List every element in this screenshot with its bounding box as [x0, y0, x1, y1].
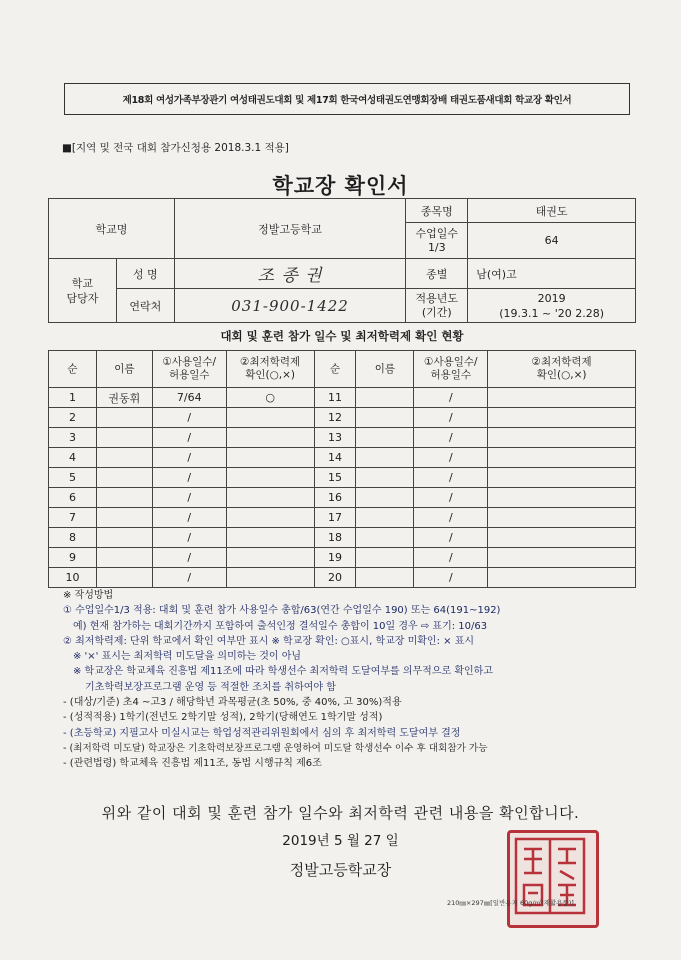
- manager-label-line2: 담당자: [66, 291, 99, 305]
- event-value: 태권도: [468, 199, 636, 223]
- stats-subtitle: 대회 및 훈련 참가 일수 및 최저학력제 확인 현황: [220, 329, 464, 343]
- stats-header-row: [49, 351, 636, 388]
- hdr-usage-line1: ①사용일수/: [162, 356, 217, 368]
- hdr-min-line2: 확인(○,×): [245, 369, 295, 381]
- hdr-usage-left: [152, 351, 226, 388]
- cell-usage: /: [152, 568, 226, 588]
- cell-no: 4: [49, 448, 97, 468]
- cell-name: 권동휘: [96, 388, 152, 408]
- hdr-no-right: 순: [314, 351, 356, 388]
- cell-no: 14: [314, 448, 356, 468]
- cell-usage: /: [414, 528, 488, 548]
- year-label-line1: 적용년도: [415, 291, 459, 305]
- cell-name: [96, 468, 152, 488]
- cell-name: [96, 488, 152, 508]
- cell-name: [96, 448, 152, 468]
- notes-heading: ※ 작성방법: [63, 590, 114, 601]
- table-row: [49, 488, 636, 508]
- event-label: 종목명: [406, 199, 468, 223]
- cell-min: [226, 508, 314, 528]
- cell-min: [226, 528, 314, 548]
- manager-label-line1: 학교: [71, 276, 94, 290]
- cell-no: 15: [314, 468, 356, 488]
- cell-usage: /: [152, 528, 226, 548]
- cell-no: 10: [49, 568, 97, 588]
- cell-min: [226, 548, 314, 568]
- cell-min: [226, 408, 314, 428]
- cell-usage: 7/64: [152, 388, 226, 408]
- detail-3: - (초등학교) 지필고사 미실시교는 학업성적관리위원회에서 심의 후 최저학력 도달여부 결정: [63, 727, 461, 739]
- hdr-min-line1: ②최저학력제: [240, 356, 301, 368]
- cell-min: [488, 468, 636, 488]
- cell-usage: /: [414, 468, 488, 488]
- cell-name: [356, 448, 414, 468]
- cell-no: 5: [49, 468, 97, 488]
- school-value: 정발고등학교: [174, 199, 406, 259]
- table-row: [49, 508, 636, 528]
- cell-min: [488, 548, 636, 568]
- cell-usage: /: [152, 488, 226, 508]
- cell-name: [356, 548, 414, 568]
- cell-name: [356, 468, 414, 488]
- cell-usage: /: [414, 428, 488, 448]
- note-2-sub1: ※ '×' 표시는 최저학력 미도달을 의미하는 것이 아님: [73, 651, 302, 663]
- cell-min: [488, 508, 636, 528]
- table-row: [49, 428, 636, 448]
- cell-min: [488, 488, 636, 508]
- days-label-line2: 1/3: [427, 240, 446, 254]
- detail-4: - (최저학력 미도달) 학교장은 기초학력보장프로그램 운영하여 미도달 학생선수 이수 후 대회참가 가능: [63, 742, 488, 754]
- signature-date: 2019년 5 월 27 일: [282, 833, 399, 849]
- hdr-min-line2: 확인(○,×): [536, 369, 587, 381]
- cell-no: 16: [314, 488, 356, 508]
- table-row: [49, 408, 636, 428]
- cell-no: 6: [49, 488, 97, 508]
- hdr-min-left: [226, 351, 314, 388]
- cell-no: 8: [49, 528, 97, 548]
- cell-usage: /: [414, 488, 488, 508]
- cell-min: [488, 408, 636, 428]
- cell-name: [356, 408, 414, 428]
- hdr-name-right: 이름: [356, 351, 414, 388]
- cell-min: [488, 428, 636, 448]
- cell-no: 11: [314, 388, 356, 408]
- cell-min: [226, 568, 314, 588]
- detail-1: - (대상/기준) 초4 ~고3 / 해당학년 과목평균(초 50%, 중 40%, 고 30%)적용: [63, 697, 402, 709]
- cell-no: 20: [314, 568, 356, 588]
- table-row: [49, 548, 636, 568]
- cell-min: [488, 568, 636, 588]
- table-row: [49, 528, 636, 548]
- cell-name: [356, 528, 414, 548]
- cell-usage: /: [152, 468, 226, 488]
- cell-min: [226, 448, 314, 468]
- principal-name: 정발고등학교장: [289, 861, 392, 879]
- cell-no: 9: [49, 548, 97, 568]
- note-2-sub3: 기초학력보장프로그램 운영 등 적절한 조치를 취하여야 함: [85, 681, 336, 693]
- cell-min: [226, 428, 314, 448]
- detail-2: - (성적적용) 1학기(전년도 2학기말 성적), 2학기(당해연도 1학기말 성적): [63, 712, 383, 724]
- table-row: [49, 448, 636, 468]
- table-row: [49, 568, 636, 588]
- hdr-usage-line1: ①사용일수/: [424, 356, 478, 368]
- cell-usage: /: [152, 448, 226, 468]
- cell-min: [488, 448, 636, 468]
- paper-spec: 210㎜×297㎜[일반용지 60g/㎡(재활용품)]: [447, 899, 574, 907]
- table-row: [49, 388, 636, 408]
- cell-no: 13: [314, 428, 356, 448]
- cell-usage: /: [414, 568, 488, 588]
- cell-name: [96, 528, 152, 548]
- cell-name: [356, 508, 414, 528]
- cell-name: [96, 408, 152, 428]
- table-row: [49, 468, 636, 488]
- cell-min: [226, 468, 314, 488]
- cell-usage: /: [152, 428, 226, 448]
- notice-text: ■[지역 및 전국 대회 참가신청용 2018.3.1 적용]: [62, 142, 289, 154]
- period-value: (19.3.1 ~ '20 2.28): [499, 306, 605, 320]
- cell-no: 19: [314, 548, 356, 568]
- contact-value-handwritten: 031-900-1422: [174, 289, 406, 323]
- cell-name: [96, 548, 152, 568]
- note-2: ② 최저학력제: 단위 학교에서 확인 여부만 표시 ※ 학교장 확인: ○표시, 학교장 미확인: × 표시: [63, 635, 475, 647]
- stats-table: [48, 350, 636, 588]
- hdr-min-line1: ②최저학력제: [531, 356, 592, 368]
- school-label: 학교명: [49, 199, 175, 259]
- note-1-example: 예) 현재 참가하는 대회기간까지 포함하여 출석인정 결석일수 총합이 10일 경우 ⇨ 표기: 10/63: [73, 620, 488, 632]
- name-label: 성 명: [116, 259, 174, 289]
- year-value-line1: 2019: [537, 291, 566, 305]
- cell-no: 17: [314, 508, 356, 528]
- instructions: [63, 588, 653, 772]
- year-value: [468, 289, 636, 323]
- hdr-usage-line2: 허용일수: [168, 369, 210, 381]
- cell-usage: /: [414, 408, 488, 428]
- cell-no: 1: [49, 388, 97, 408]
- days-value: 64: [468, 223, 636, 259]
- hdr-name-left: 이름: [96, 351, 152, 388]
- note-1: ① 수업일수1/3 적용: 대회 및 훈련 참가 사용일수 총합/63(연간 수업일수 190) 또는 64(191~192): [63, 605, 501, 617]
- cell-no: 12: [314, 408, 356, 428]
- hdr-no-left: 순: [49, 351, 97, 388]
- hdr-min-right: [488, 351, 636, 388]
- cell-name: [96, 508, 152, 528]
- cell-name: [356, 568, 414, 588]
- cell-min: ○: [226, 388, 314, 408]
- name-value-handwritten: 조 종 권: [174, 259, 406, 289]
- days-label-line1: 수업일수: [415, 226, 459, 240]
- cell-name: [96, 428, 152, 448]
- cell-no: 7: [49, 508, 97, 528]
- gender-label: 종별: [406, 259, 468, 289]
- cell-usage: /: [414, 508, 488, 528]
- cell-min: [226, 488, 314, 508]
- form-header: 제18회 여성가족부장관기 여성태권도대회 및 제17회 한국여성태권도연맹회장배 태권도품새대회 학교장 확인서: [64, 83, 630, 115]
- info-table: [48, 198, 636, 323]
- hdr-usage-right: [414, 351, 488, 388]
- note-2-sub2: ※ 학교장은 학교체육 진흥법 제11조에 따라 학생선수 최저학력 도달여부를 의무적으로 확인하고: [73, 666, 493, 678]
- cell-usage: /: [152, 408, 226, 428]
- hdr-usage-line2: 허용일수: [430, 369, 472, 381]
- cell-usage: /: [152, 508, 226, 528]
- cell-min: [488, 388, 636, 408]
- cell-usage: /: [414, 448, 488, 468]
- cell-name: [356, 428, 414, 448]
- year-label-line2: (기간): [421, 305, 452, 319]
- page-title: 학교장 확인서: [272, 174, 409, 198]
- cell-usage: /: [414, 548, 488, 568]
- year-label: [406, 289, 468, 323]
- official-seal: [507, 830, 599, 928]
- manager-label: [49, 259, 117, 323]
- cell-min: [488, 528, 636, 548]
- cell-usage: /: [152, 548, 226, 568]
- detail-5: - (관련법령) 학교체육 진흥법 제11조, 동법 시행규칙 제6조: [63, 758, 322, 770]
- cell-name: [356, 388, 414, 408]
- cell-name: [356, 488, 414, 508]
- cell-no: 2: [49, 408, 97, 428]
- days-label: [406, 223, 468, 259]
- gender-value: 남(여)고: [468, 259, 636, 289]
- contact-label: 연락처: [116, 289, 174, 323]
- cell-name: [96, 568, 152, 588]
- confirmation-text: 위와 같이 대회 및 훈련 참가 일수와 최저학력 관련 내용을 확인합니다.: [101, 804, 580, 822]
- cell-usage: /: [414, 388, 488, 408]
- cell-no: 18: [314, 528, 356, 548]
- cell-no: 3: [49, 428, 97, 448]
